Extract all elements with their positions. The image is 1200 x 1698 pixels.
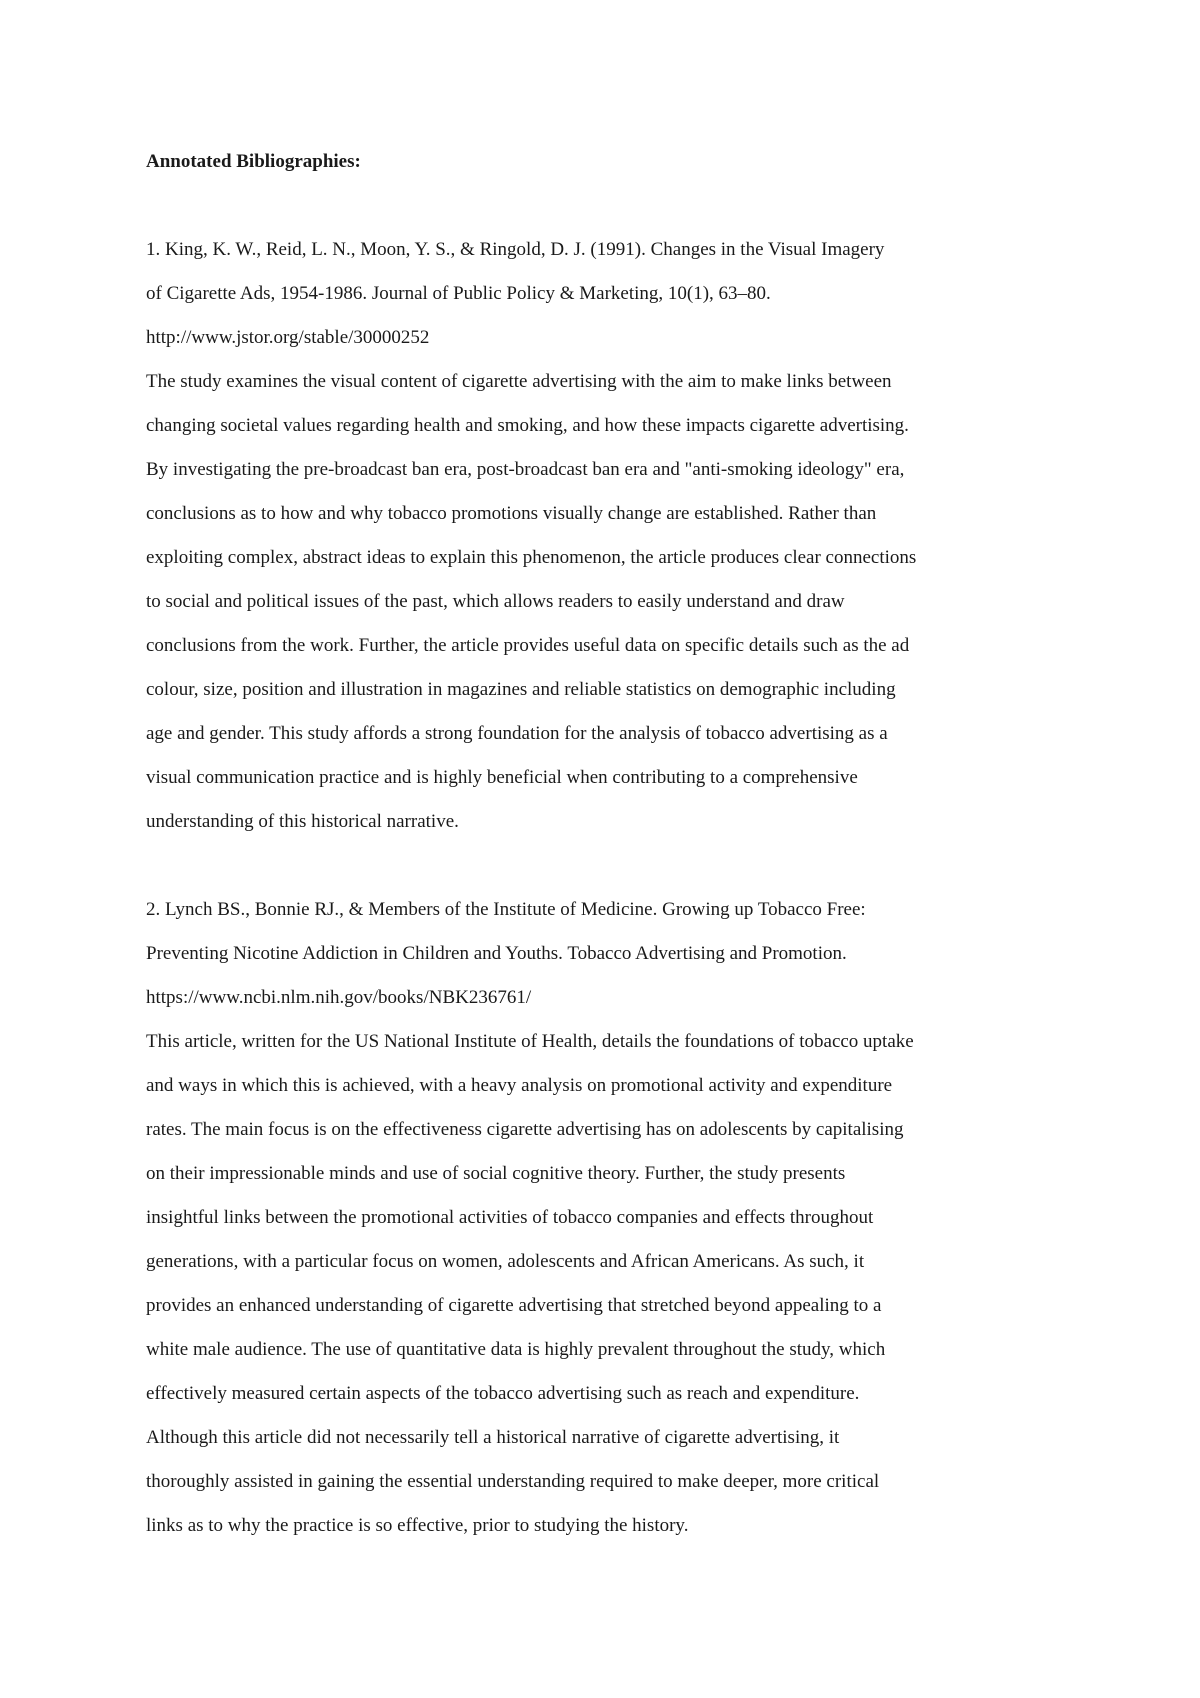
entry-2-line: Preventing Nicotine Addiction in Children and Youths. Tobacco Advertising and Promotion. xyxy=(146,943,847,964)
entry-1-url: http://www.jstor.org/stable/30000252 xyxy=(146,327,430,348)
entry-1-line: changing societal values regarding health and smoking, and how these impacts cigarette advertising. xyxy=(146,415,909,436)
entry-1-line: of Cigarette Ads, 1954-1986. Journal of Public Policy & Marketing, 10(1), 63–80. xyxy=(146,283,771,304)
entry-2-line: This article, written for the US National Institute of Health, details the foundations of tobacco uptake xyxy=(146,1031,914,1052)
entry-1-line: colour, size, position and illustration in magazines and reliable statistics on demographic including xyxy=(146,679,896,700)
entry-2-line: generations, with a particular focus on women, adolescents and African Americans. As such, it xyxy=(146,1251,865,1272)
entry-1-line: visual communication practice and is highly beneficial when contributing to a comprehensive xyxy=(146,767,858,788)
entry-1-line: The study examines the visual content of cigarette advertising with the aim to make links between xyxy=(146,371,892,392)
bibliography-entry-2 xyxy=(146,888,1066,1548)
entry-1-line: to social and political issues of the past, which allows readers to easily understand and draw xyxy=(146,591,845,612)
entry-2-line: and ways in which this is achieved, with a heavy analysis on promotional activity and expenditure xyxy=(146,1075,893,1096)
document-page xyxy=(146,140,1066,1592)
entry-2-line: on their impressionable minds and use of social cognitive theory. Further, the study presents xyxy=(146,1163,846,1184)
bibliography-entry-1 xyxy=(146,228,1066,844)
entry-2-line: effectively measured certain aspects of the tobacco advertising such as reach and expenditure. xyxy=(146,1383,860,1404)
entry-2-line: links as to why the practice is so effective, prior to studying the history. xyxy=(146,1515,689,1536)
entry-2-line: white male audience. The use of quantitative data is highly prevalent throughout the study, which xyxy=(146,1339,886,1360)
entry-2-line: thoroughly assisted in gaining the essential understanding required to make deeper, more critical xyxy=(146,1471,880,1492)
entry-2-line: Although this article did not necessarily tell a historical narrative of cigarette advertising, it xyxy=(146,1427,840,1448)
entry-1-line: age and gender. This study affords a strong foundation for the analysis of tobacco advertising as a xyxy=(146,723,888,744)
entry-1-line: 1. King, K. W., Reid, L. N., Moon, Y. S., & Ringold, D. J. (1991). Changes in the Visual Imagery xyxy=(146,239,885,260)
entry-1-line: conclusions from the work. Further, the article provides useful data on specific details such as the ad xyxy=(146,635,910,656)
entry-1-line: understanding of this historical narrative. xyxy=(146,811,459,832)
entry-1-line: conclusions as to how and why tobacco promotions visually change are established. Rather than xyxy=(146,503,877,524)
page-heading: Annotated Bibliographies: xyxy=(146,151,361,172)
entry-1-line: By investigating the pre-broadcast ban era, post-broadcast ban era and "anti-smoking ideology" era, xyxy=(146,459,905,480)
entry-2-line: rates. The main focus is on the effectiveness cigarette advertising has on adolescents by capitalising xyxy=(146,1119,904,1140)
entry-2-line: insightful links between the promotional activities of tobacco companies and effects throughout xyxy=(146,1207,874,1228)
entry-2-line: 2. Lynch BS., Bonnie RJ., & Members of the Institute of Medicine. Growing up Tobacco Free: xyxy=(146,899,866,920)
entry-1-line: exploiting complex, abstract ideas to explain this phenomenon, the article produces clear connections xyxy=(146,547,917,568)
entry-2-url: https://www.ncbi.nlm.nih.gov/books/NBK236761/ xyxy=(146,987,532,1008)
entry-2-line: provides an enhanced understanding of cigarette advertising that stretched beyond appealing to a xyxy=(146,1295,882,1316)
